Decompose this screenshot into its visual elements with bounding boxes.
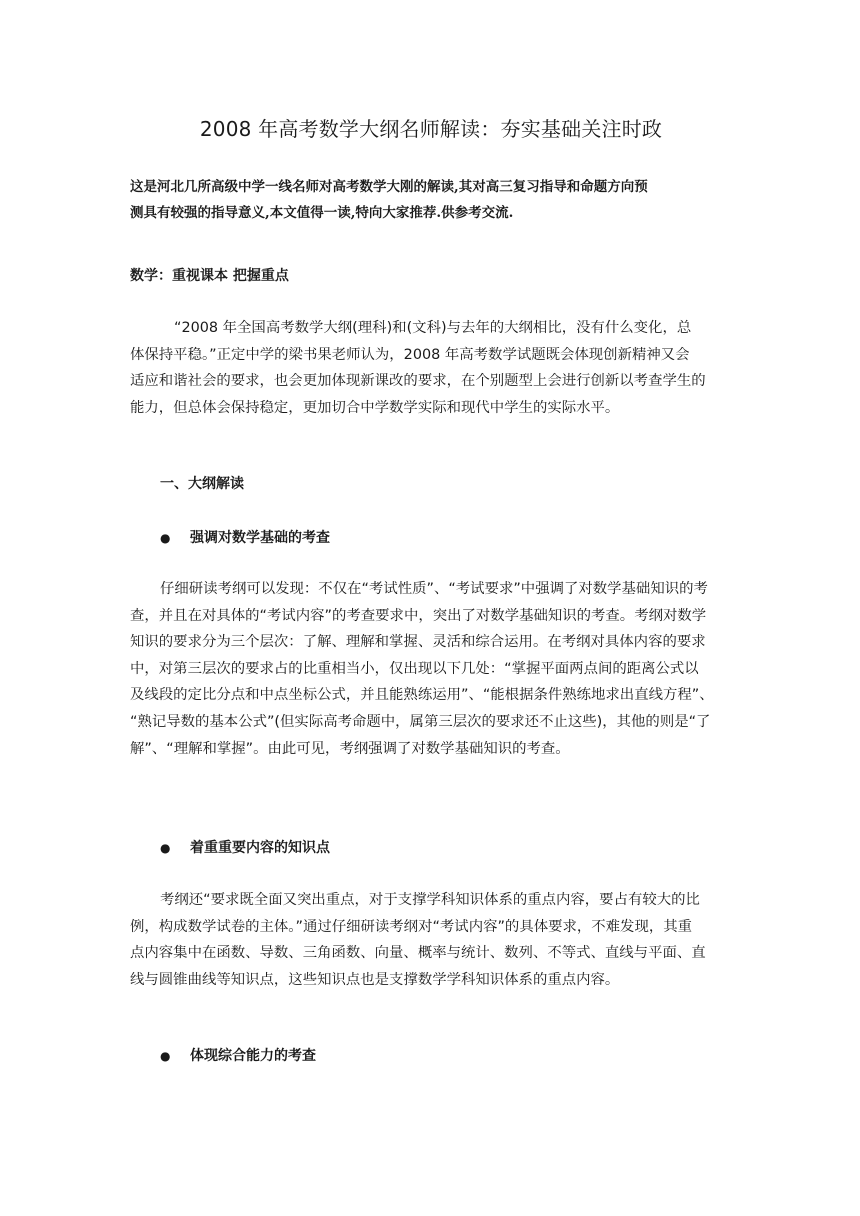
paragraph-1	[130, 315, 732, 421]
paragraph-3	[130, 887, 732, 993]
subheading: 一、大纲解读	[160, 476, 244, 492]
paragraph-line: 能力，但总体会保持稳定，更加切合中学数学实际和现代中学生的实际水平。	[130, 399, 620, 416]
bullet-item	[160, 838, 330, 858]
bullet-item	[160, 1046, 316, 1066]
paragraph-line: 知识的要求分为三个层次：了解、理解和掌握、灵活和综合运用。在考纲对具体内容的要求	[130, 634, 706, 651]
bullet-label: 强调对数学基础的考查	[190, 530, 330, 546]
bullet-icon: ●	[160, 1049, 171, 1063]
paragraph-line: 适应和谐社会的要求，也会更加体现新课改的要求，在个别题型上会进行创新以考查学生的	[130, 373, 706, 390]
paragraph-line: 查，并且在对具体的“考试内容”的考查要求中，突出了对数学基础知识的考查。考纲对数学	[130, 607, 707, 624]
bullet-item	[160, 528, 330, 548]
document-title: 2008 年高考数学大纲名师解读：夯实基础关注时政	[199, 117, 663, 141]
paragraph-line: 点内容集中在函数、导数、三角函数、向量、概率与统计、数列、不等式、直线与平面、直	[130, 945, 706, 962]
paragraph-line: 及线段的定比分点和中点坐标公式，并且能熟练运用”、“能根据条件熟练地求出直线方程”、	[130, 687, 714, 704]
paragraph-line: 例，构成数学试卷的主体。”通过仔细研读考纲对“考试内容”的具体要求，不难发现，其重	[130, 918, 693, 935]
paragraph-line: “熟记导数的基本公式”(但实际高考命题中，属第三层次的要求还不止这些)，其他的则是“了	[130, 713, 711, 730]
paragraph-line: 体保持平稳。”正定中学的梁书果老师认为，2008 年高考数学试题既会体现创新精神又会	[130, 346, 690, 363]
bullet-label: 体现综合能力的考查	[190, 1048, 316, 1064]
paragraph-2	[130, 576, 732, 762]
paragraph-line: 考纲还“要求既全面又突出重点，对于支撑学科知识体系的重点内容，要占有较大的比	[160, 892, 700, 908]
paragraph-line: 解”、“理解和掌握”。由此可见，考纲强调了对数学基础知识的考查。	[130, 740, 570, 757]
paragraph-line: 线与圆锥曲线等知识点，这些知识点也是支撑数学学科知识体系的重点内容。	[130, 971, 620, 988]
paragraph-line: 仔细研读考纲可以发现：不仅在“考试性质”、“考试要求”中强调了对数学基础知识的考	[160, 581, 708, 597]
intro-line: 测具有较强的指导意义,本文值得一读,特向大家推荐.供参考交流.	[130, 205, 514, 221]
paragraph-line: “2008 年全国高考数学大纲(理科)和(文科)与去年的大纲相比，没有什么变化，总	[174, 320, 692, 336]
intro-paragraph	[130, 174, 732, 226]
paragraph-line: 中，对第三层次的要求占的比重相当小，仅出现以下几处：“掌握平面两点间的距离公式以	[130, 660, 699, 677]
section-heading: 数学：重视课本 把握重点	[130, 268, 289, 284]
bullet-icon: ●	[160, 531, 171, 545]
intro-line: 这是河北几所高级中学一线名师对高考数学大刚的解读,其对高三复习指导和命题方向预	[130, 179, 648, 195]
bullet-label: 着重重要内容的知识点	[190, 840, 330, 856]
bullet-icon: ●	[160, 841, 171, 855]
